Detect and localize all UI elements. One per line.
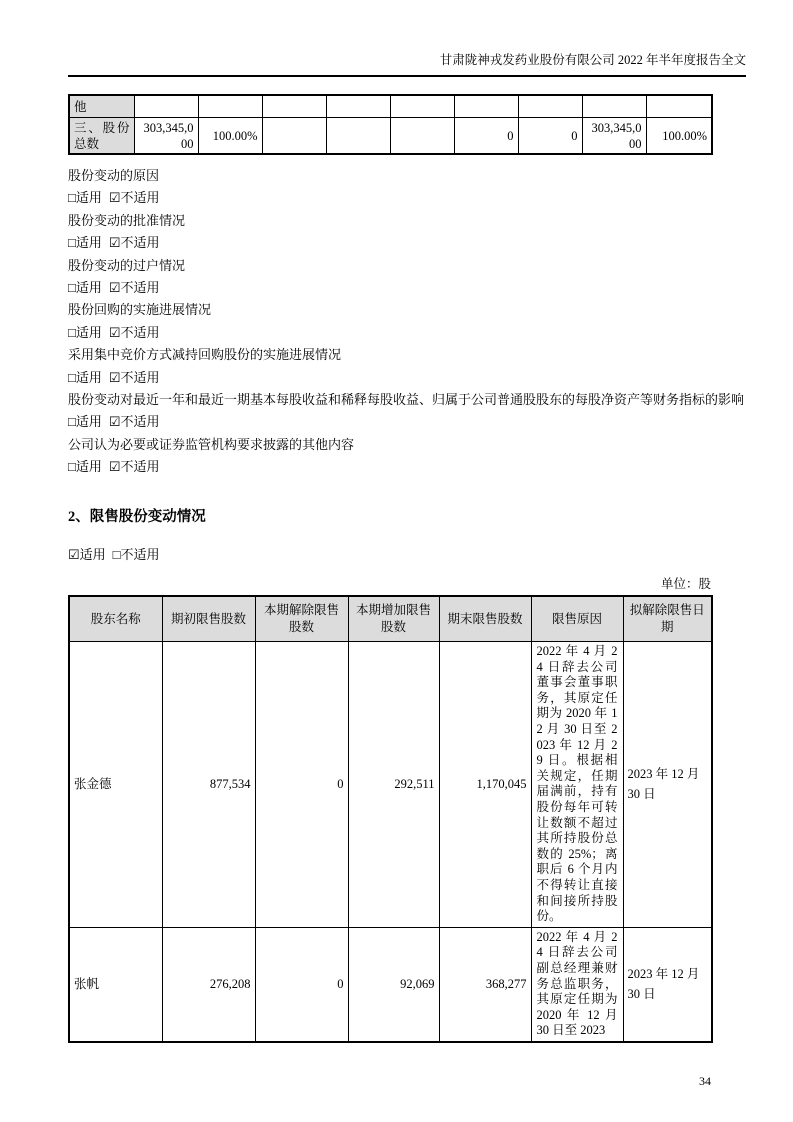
statement-title: 股份变动对最近一年和最近一期基本每股收益和稀释每股收益、归属于公司普通股股东的每股净资产等财务指标的影响 <box>68 392 745 408</box>
cell <box>518 95 582 118</box>
statement-title: 股份变动的原因 <box>68 168 160 183</box>
checkbox-applicable: □适用 <box>68 369 102 385</box>
cell <box>262 95 326 118</box>
checkbox-applicable: ☑适用 <box>68 546 106 562</box>
applicability-options <box>68 232 746 254</box>
shareholder-name-cell: 张金德 <box>69 642 162 928</box>
checkbox-not-applicable: ☑不适用 <box>108 369 160 385</box>
table-row <box>69 95 712 118</box>
added-shares-cell: 292,511 <box>348 642 439 928</box>
section-heading: 2、限售股份变动情况 <box>68 508 206 525</box>
applicability-options <box>68 367 746 389</box>
checkbox-applicable: □适用 <box>68 190 102 206</box>
applicability-options <box>68 544 746 566</box>
ending-shares-cell: 368,277 <box>439 927 531 1042</box>
checkbox-applicable: □适用 <box>68 235 102 251</box>
added-shares-cell: 92,069 <box>348 927 439 1042</box>
applicability-options <box>68 411 746 433</box>
column-header: 期末限售股数 <box>439 596 531 642</box>
applicability-options <box>68 456 746 478</box>
unit-label: 单位：股 <box>660 577 711 592</box>
column-header: 期初限售股数 <box>162 596 255 642</box>
row-label: 他 <box>69 95 134 118</box>
cell: 303,345,000 <box>134 118 198 155</box>
page-number: 34 <box>699 1073 711 1088</box>
cell <box>454 95 518 118</box>
row-label: 三、股份总数 <box>69 118 134 155</box>
statement-title: 股份变动的过户情况 <box>68 257 186 273</box>
checkbox-not-applicable: ☑不适用 <box>108 414 160 430</box>
checkbox-applicable: □适用 <box>68 459 102 475</box>
checkbox-not-applicable: □不适用 <box>112 546 160 562</box>
checkbox-not-applicable: ☑不适用 <box>108 280 160 296</box>
table-row <box>69 642 712 928</box>
statement-title: 股份变动的批准情况 <box>68 212 186 228</box>
cell: 100.00% <box>646 118 712 155</box>
checkbox-not-applicable: ☑不适用 <box>108 324 160 340</box>
table-row <box>69 118 712 155</box>
checkbox-not-applicable: ☑不适用 <box>108 459 160 475</box>
cell: 100.00% <box>198 118 262 155</box>
cell <box>390 95 454 118</box>
cell: 303,345,000 <box>582 118 646 155</box>
report-header <box>68 52 746 77</box>
table-row <box>69 927 712 1042</box>
statement-title: 公司认为必要或证券监管机构要求披露的其他内容 <box>68 436 355 452</box>
column-header: 股东名称 <box>69 596 162 642</box>
report-header-title: 甘肃陇神戎发药业股份有限公司 2022 年半年度报告全文 <box>439 53 746 67</box>
applicability-options <box>68 187 746 209</box>
column-header: 本期解除限售股数 <box>255 596 348 642</box>
column-header: 本期增加限售股数 <box>348 596 439 642</box>
initial-shares-cell: 276,208 <box>162 927 255 1042</box>
applicability-options <box>68 322 746 344</box>
release-date-cell: 2023 年 12 月 30 日 <box>623 927 712 1042</box>
restricted-shares-table <box>68 595 713 1043</box>
release-date-cell: 2023 年 12 月 30 日 <box>623 642 712 928</box>
restriction-reason-cell: 2022 年 4 月 24 日辞去公司副总经理兼财务总监职务，其原定任期为 2020 年 12 月 30 日至 2023 <box>531 927 623 1042</box>
checkbox-not-applicable: ☑不适用 <box>108 235 160 251</box>
statement-title: 采用集中竞价方式减持回购股份的实施进展情况 <box>68 347 342 363</box>
cell <box>262 118 326 155</box>
checkbox-not-applicable: ☑不适用 <box>108 190 160 206</box>
statement-title: 股份回购的实施进展情况 <box>68 302 212 318</box>
checkbox-applicable: □适用 <box>68 324 102 340</box>
cell <box>198 95 262 118</box>
cell <box>134 95 198 118</box>
table-header-row <box>69 596 712 642</box>
restriction-reason-cell: 2022 年 4 月 24 日辞去公司董事会董事职务，其原定任期为 2020 年 12 月 30 日至 2023 年 12 月 29 日。根据相关规定，任期届满前，持有股份每年可转让数额不超过其所持股份总数的 25%；离职后 6 个月内不得转让直接和间接所持股份。 <box>531 642 623 928</box>
checkbox-applicable: □适用 <box>68 414 102 430</box>
statement-list <box>68 165 746 479</box>
cell <box>390 118 454 155</box>
column-header: 拟解除限售日期 <box>623 596 712 642</box>
cell: 0 <box>518 118 582 155</box>
applicability-options <box>68 277 746 299</box>
shareholder-name-cell: 张帆 <box>69 927 162 1042</box>
initial-shares-cell: 877,534 <box>162 642 255 928</box>
cell <box>646 95 712 118</box>
cell <box>326 118 390 155</box>
share-structure-table <box>68 94 713 155</box>
released-shares-cell: 0 <box>255 927 348 1042</box>
checkbox-applicable: □适用 <box>68 280 102 296</box>
column-header: 限售原因 <box>531 596 623 642</box>
ending-shares-cell: 1,170,045 <box>439 642 531 928</box>
cell: 0 <box>454 118 518 155</box>
released-shares-cell: 0 <box>255 642 348 928</box>
cell <box>326 95 390 118</box>
cell <box>582 95 646 118</box>
